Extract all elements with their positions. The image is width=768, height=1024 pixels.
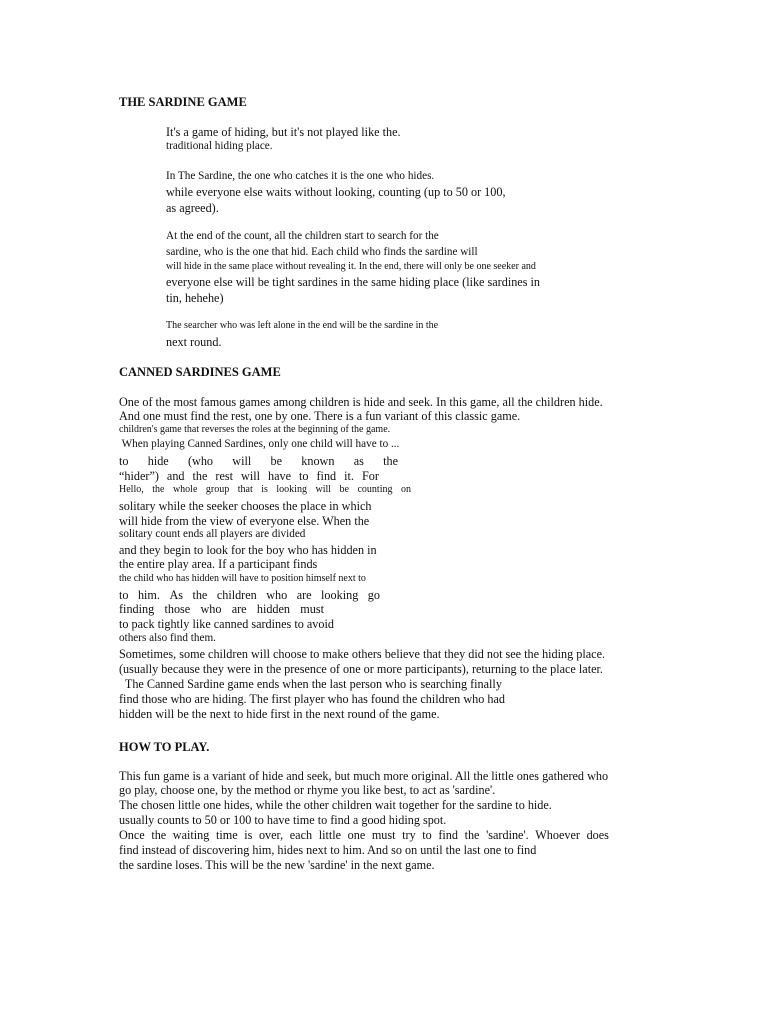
text-line: others also find them.: [119, 632, 216, 644]
word: to: [119, 588, 129, 602]
text-line: as agreed).: [166, 201, 219, 215]
word: is: [244, 828, 253, 842]
text-line: children's game that reverses the roles at the beginning of the game.: [119, 424, 391, 435]
word: the: [383, 454, 398, 468]
word: on: [400, 484, 411, 495]
word: will: [232, 454, 252, 468]
word: one: [347, 828, 366, 842]
word: over,: [258, 828, 284, 842]
word: 'sardine'.: [486, 828, 529, 842]
text-line: next round.: [166, 335, 222, 349]
word: be: [339, 484, 349, 495]
word: hide: [147, 454, 169, 468]
section-title-canned-sardines: CANNED SARDINES GAME: [119, 365, 281, 379]
word: to: [422, 828, 432, 842]
text-line: go play, choose one, by the method or rhyme you like best, to act as 'sardine'.: [119, 783, 496, 797]
word: him.: [137, 588, 160, 602]
word: the: [192, 469, 208, 483]
section-title-sardine-game: THE SARDINE GAME: [119, 95, 247, 109]
word: waiting: [172, 828, 210, 842]
text-line: find those who are hiding. The first player who has found the children who had: [119, 692, 505, 706]
word: that: [237, 484, 253, 495]
text-line: will hide from the view of everyone else. When the: [119, 514, 370, 528]
word: as: [353, 454, 364, 468]
word: rest: [215, 469, 234, 483]
word: counting: [357, 484, 393, 495]
text-line: And one must find the rest, one by one. There is a fun variant of this classic game.: [119, 409, 521, 423]
word: must: [300, 602, 324, 616]
text-line: everyone else will be tight sardines in the same hiding place (like sardines in: [166, 275, 540, 289]
word: is: [261, 484, 268, 495]
word: known: [301, 454, 335, 468]
word: group: [205, 484, 230, 495]
word: children: [216, 588, 257, 602]
text-line: to pack tightly like canned sardines to avoid: [119, 617, 334, 631]
word: who: [266, 588, 288, 602]
word: Once: [119, 828, 145, 842]
text-line: tin, hehehe): [166, 291, 224, 305]
justified-line: [119, 603, 324, 615]
word: are: [231, 602, 247, 616]
word: the: [152, 484, 165, 495]
text-line: In The Sardine, the one who catches it is the one who hides.: [166, 170, 435, 182]
word: those: [164, 602, 191, 616]
word: try: [402, 828, 416, 842]
text-line: traditional hiding place.: [166, 140, 273, 152]
text-line: the sardine loses. This will be the new 'sardine' in the next game.: [119, 858, 435, 872]
text-line: The Canned Sardine game ends when the last person who is searching finally: [119, 677, 502, 691]
text-line: and they begin to look for the boy who has hidden in: [119, 543, 377, 557]
word: who: [200, 602, 222, 616]
word: find: [316, 469, 337, 483]
justified-line: [119, 589, 380, 601]
word: “hider”): [119, 469, 159, 483]
word: are: [296, 588, 312, 602]
section-title-how-to-play: HOW TO PLAY.: [119, 740, 210, 754]
word: little: [318, 828, 342, 842]
word: be: [270, 454, 283, 468]
word: find: [438, 828, 458, 842]
word: whole: [172, 484, 198, 495]
text-line: The chosen little one hides, while the other children wait together for the sardine to hide.: [119, 798, 552, 812]
text-line: At the end of the count, all the children start to search for the: [166, 230, 439, 242]
justified-line: [119, 455, 398, 467]
word: it.: [344, 469, 354, 483]
text-line: solitary while the seeker chooses the place in which: [119, 499, 372, 513]
text-line: sardine, who is the one that hid. Each child who finds the sardine will: [166, 246, 478, 258]
word: the: [151, 828, 167, 842]
text-line: the child who has hidden will have to position himself next to: [119, 573, 366, 584]
text-line: It's a game of hiding, but it's not played like the.: [166, 125, 401, 139]
word: hidden: [256, 602, 291, 616]
text-line: while everyone else waits without looking, counting (up to 50 or 100,: [166, 185, 506, 199]
word: go: [367, 588, 380, 602]
word: have: [268, 469, 292, 483]
text-line: This fun game is a variant of hide and seek, but much more original. All the little ones gathered who: [119, 769, 609, 783]
word: Whoever: [535, 828, 580, 842]
text-line: usually counts to 50 or 100 to have time to find a good hiding spot.: [119, 813, 447, 827]
word: Hello,: [119, 484, 144, 495]
word: (who: [187, 454, 214, 468]
word: For: [361, 469, 379, 483]
text-line: The searcher who was left alone in the end will be the sardine in the: [166, 320, 439, 331]
word: finding: [119, 602, 155, 616]
text-line: One of the most famous games among children is hide and seek. In this game, all the children hide.: [119, 395, 603, 409]
text-line: solitary count ends all players are divided: [119, 528, 306, 540]
word: to: [119, 454, 129, 468]
text-line: find instead of discovering him, hides next to him. And so on until the last one to find: [119, 843, 537, 857]
word: As: [169, 588, 183, 602]
text-line: hidden will be the next to hide first in the next round of the game.: [119, 707, 440, 721]
word: must: [371, 828, 396, 842]
text-line: When playing Canned Sardines, only one child will have to ...: [119, 438, 400, 450]
word: and: [166, 469, 185, 483]
word: to: [299, 469, 309, 483]
text-line: Sometimes, some children will choose to make others believe that they did not see the hiding place.: [119, 647, 606, 661]
word: looking: [276, 484, 307, 495]
word: time: [215, 828, 238, 842]
word: the: [192, 588, 208, 602]
justified-line: [119, 829, 609, 841]
justified-line: [119, 485, 411, 495]
word: will: [241, 469, 260, 483]
justified-line: [119, 470, 379, 482]
word: the: [464, 828, 480, 842]
word: does: [586, 828, 609, 842]
text-line: the entire play area. If a participant finds: [119, 557, 318, 571]
word: looking: [321, 588, 359, 602]
text-line: will hide in the same place without revealing it. In the end, there will only be one seeker and: [166, 261, 536, 272]
word: will: [315, 484, 332, 495]
text-line: (usually because they were in the presence of one or more participants), returning to the place later.: [119, 662, 603, 676]
word: each: [289, 828, 313, 842]
